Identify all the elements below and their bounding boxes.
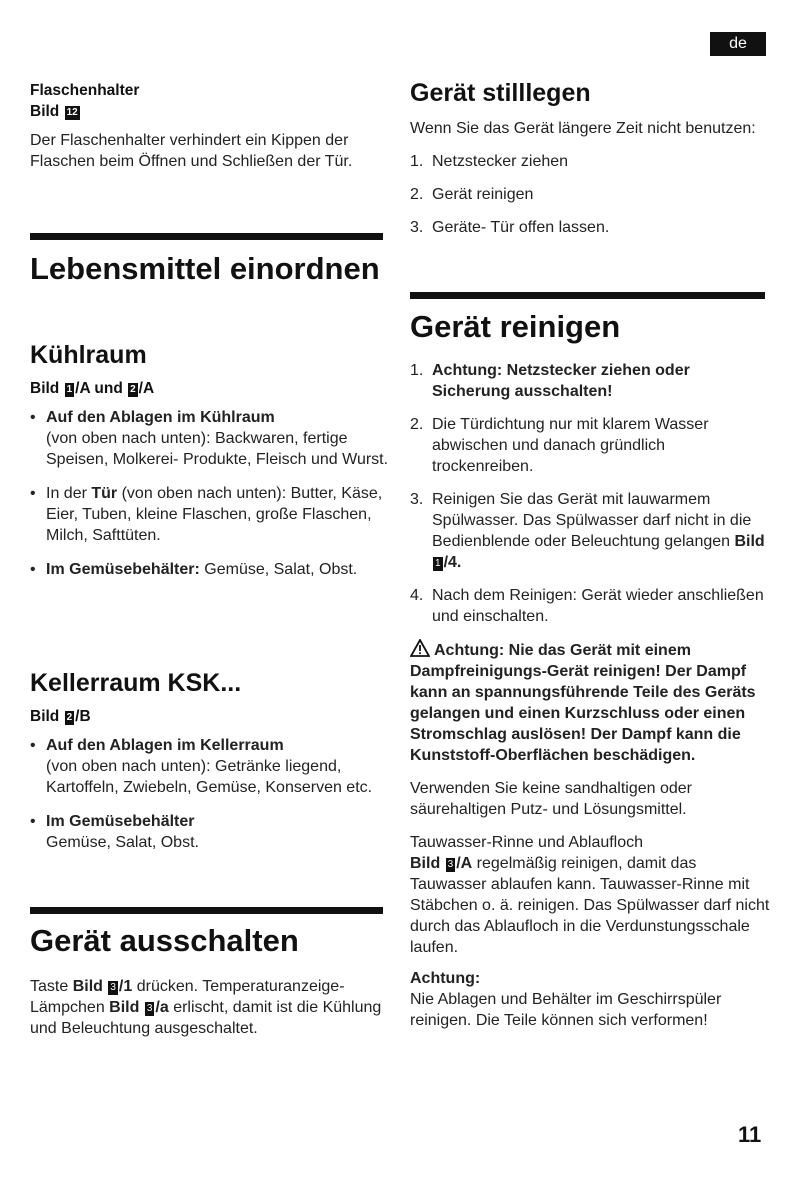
food-section (30, 250, 390, 288)
list-item: 4. Nach dem Reinigen: Gerät wieder anschließen und einschalten. (410, 587, 764, 625)
section-divider (410, 292, 765, 299)
shutdown-section (410, 78, 770, 250)
list-item: • Auf den Ablagen im Kühlraum (von oben nach unten): Backwaren, fertige Speisen, Molkerei- Produkte, Fleisch und Wurst. (30, 407, 390, 470)
figure-number-box: 3 (447, 859, 454, 870)
list-item: 2. Gerät reinigen (410, 186, 534, 203)
fridge-list (30, 407, 390, 580)
list-item: • Im Gemüsebehälter: Gemüse, Salat, Obst. (30, 559, 390, 580)
list-item: 1. Netzstecker ziehen (410, 153, 569, 170)
list-item: 3. Geräte- Tür offen lassen. (410, 219, 610, 236)
switch-off-text: Taste Bild 3 /1 drücken. Temperaturanzeige-Lämpchen Bild 3 /a erlischt, damit ist die Kühlung und Beleuchtung ausgeschaltet. (30, 978, 382, 1037)
fridge-title: Kühlraum (30, 341, 147, 369)
switch-off-title: Gerät ausschalten (30, 923, 299, 958)
drain-cleaning-note: Tauwasser-Rinne und Ablaufloch Bild 3 /A regelmäßig reinigen, damit das Tauwasser ablaufen kann. Tauwasser-Rinne mit Stäbchen o. ä. reinigen. Das Spülwasser darf nicht durch das Ablaufloch in die Verdunstungsschale laufen. (410, 834, 770, 956)
caution-text: Nie Ablagen und Behälter im Geschirrspüler reinigen. Die Teile können sich verformen! (410, 991, 722, 1029)
list-item: • Auf den Ablagen im Kellerraum (von oben nach unten): Getränke liegend, Kartoffeln, Zwiebeln, Gemüse, Konserven etc. (30, 735, 390, 798)
section-divider (30, 233, 383, 240)
cellar-figure-ref: Bild 2 /B (30, 708, 91, 725)
figure-number-box: 3 (110, 982, 116, 993)
cellar-title: Kellerraum KSK... (30, 669, 242, 697)
figure-number-box: 3 (146, 1003, 153, 1014)
language-badge: de (710, 32, 766, 56)
list-item: • Im Gemüsebehälter Gemüse, Salat, Obst. (30, 811, 390, 853)
food-section-title: Lebensmittel einordnen (30, 251, 380, 286)
list-item: • In der Tür (von oben nach unten): Butter, Käse, Eier, Tuben, kleine Flaschen, große Flaschen, Milch, Safttüten. (30, 483, 390, 546)
warning-triangle-icon (410, 639, 430, 657)
cellar-list (30, 735, 390, 853)
cellar-subsection (30, 668, 390, 866)
caution-title: Achtung: (410, 970, 481, 987)
fridge-figure-ref: Bild 1 /A und 2 /A (30, 380, 155, 397)
figure-number-box: 2 (66, 712, 73, 723)
section-divider (30, 907, 383, 914)
figure-number-box: 1 (66, 384, 73, 395)
bottle-holder-figure-ref: Bild 12 (30, 103, 78, 120)
shutdown-steps (410, 151, 770, 238)
shutdown-intro: Wenn Sie das Gerät längere Zeit nicht benutzen: (410, 120, 756, 137)
switch-off-section (30, 922, 390, 1039)
figure-number-box: 2 (130, 384, 136, 395)
list-item: 2. Die Türdichtung nur mit klarem Wasser abwischen und danach gründlich trockenreiben. (410, 416, 709, 475)
cleaning-section (410, 308, 770, 1031)
list-item: 3. Reinigen Sie das Gerät mit lauwarmem Spülwasser. Das Spülwasser darf nicht in die Bedienblende oder Beleuchtung gelangen Bild 1 /4. (410, 491, 765, 571)
figure-number-box: 1 (435, 558, 441, 569)
cleaning-agents-note: Verwenden Sie keine sandhaltigen oder säurehaltigen Putz- und Lösungsmittel. (410, 780, 692, 818)
fridge-subsection (30, 340, 390, 593)
list-item: 1. Achtung: Netzstecker ziehen oder Sicherung ausschalten! (410, 362, 690, 400)
figure-number-box: 12 (66, 107, 78, 118)
page-number: 11 (738, 1122, 762, 1147)
bottle-holder-section (30, 80, 390, 172)
cleaning-title: Gerät reinigen (410, 309, 621, 344)
shutdown-title: Gerät stilllegen (410, 79, 591, 107)
bottle-holder-title: Flaschenhalter (30, 82, 140, 99)
bottle-holder-text: Der Flaschenhalter verhindert ein Kippen der Flaschen beim Öffnen und Schließen der Tür. (30, 132, 353, 170)
cleaning-steps (410, 360, 770, 627)
steam-warning: Achtung: Nie das Gerät mit einem Dampfreinigungs-Gerät reinigen! Der Dampf kann an spannungsführende Teile des Geräts gelangen und einen Kurzschluss oder einen Stromschlag auslösen! Der Dampf kann die Kunststoff-Oberflächen beschädigen. (410, 639, 770, 766)
